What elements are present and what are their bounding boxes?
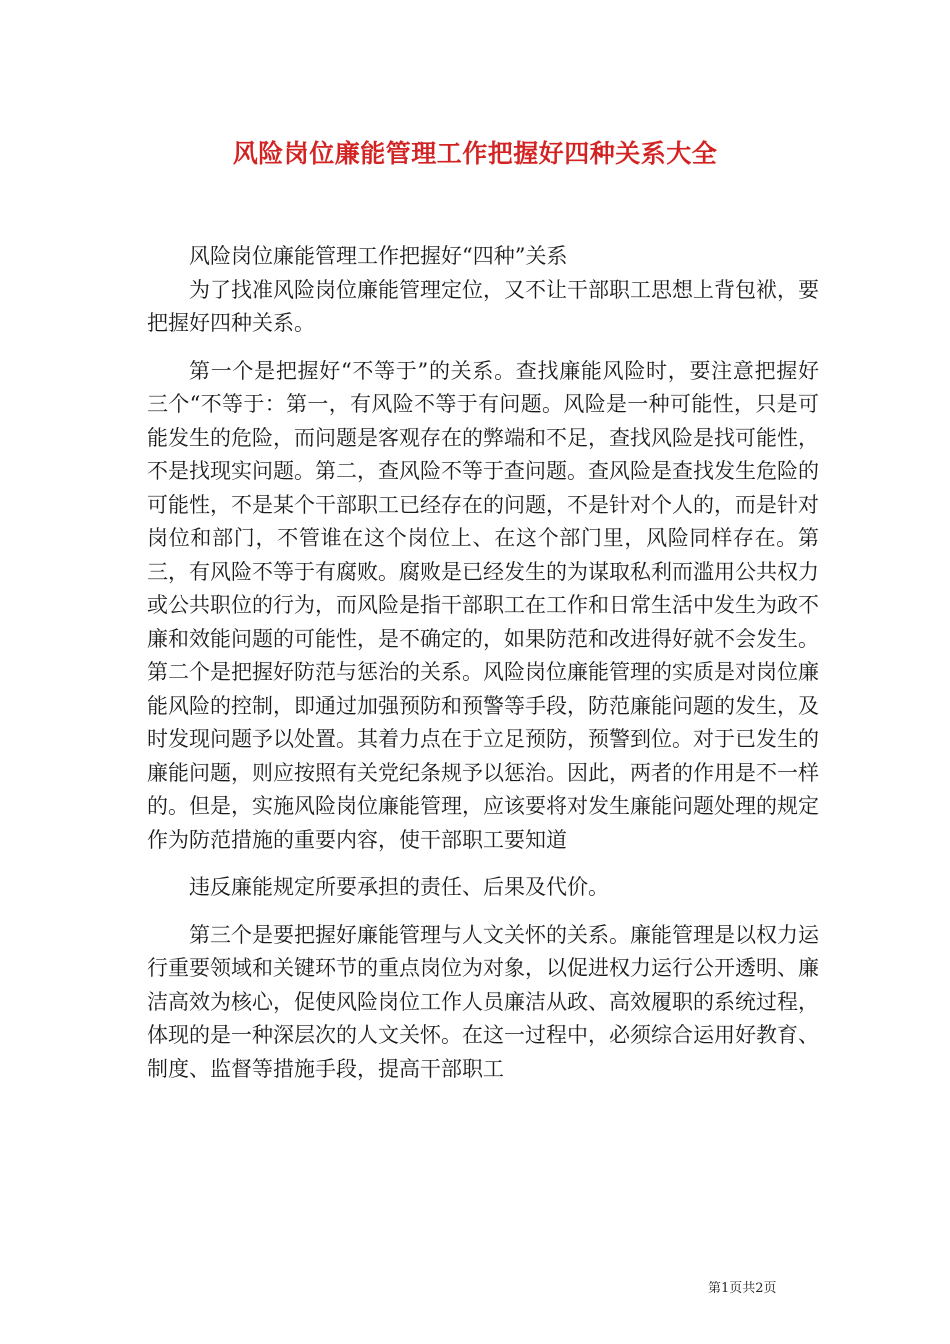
paragraph: 违反廉能规定所要承担的责任、后果及代价。 [189,875,609,899]
document-subtitle: 风险岗位廉能管理工作把握好“四种”关系 [189,244,568,268]
paragraph-gap [147,857,819,871]
paragraph-gap [147,341,819,355]
document-body [147,240,819,1086]
paragraph: 为了找准风险岗位廉能管理定位，又不让干部职工思想上背包袱，要把握好四种关系。 [147,277,819,335]
paragraph: 第三个是要把握好廉能管理与人文关怀的关系。廉能管理是以权力运行重要领域和关键环节的重点岗位为对象，以促进权力运行公开透明、廉洁高效为核心，促使风险岗位工作人员廉洁从政、高效履职的系统过程，体现的是一种深层次的人文关怀。在这一过程中，必须综合运用好教育、制度、监督等措施手段，提高干部职工 [147,922,819,1081]
paragraph-gap [147,905,819,919]
paragraph: 第一个是把握好“不等于”的关系。查找廉能风险时，要注意把握好三个“不等于：第一，有风险不等于有问题。风险是一种可能性，只是可能发生的危险，而问题是客观存在的弊端和不足，查找风险是找可能性，不是找现实问题。第二，查风险不等于查问题。查风险是查找发生危险的可能性，不是某个干部职工已经存在的问题，不是针对个人的，而是针对岗位和部门，不管谁在这个岗位上、在这个部门里，风险同样存在。第三，有风险不等于有腐败。腐败是已经发生的为谋取私利而滥用公共权力或公共职位的行为，而风险是指干部职工在工作和日常生活中发生为政不廉和效能问题的可能性，是不确定的，如果防范和改进得好就不会发生。第二个是把握好防范与惩治的关系。风险岗位廉能管理的实质是对岗位廉能风险的控制，即通过加强预防和预警等手段，防范廉能问题的发生，及时发现问题予以处置。其着力点在于立足预防，预警到位。对于已发生的廉能问题，则应按照有关党纪条规予以惩治。因此，两者的作用是不一样的。但是，实施风险岗位廉能管理，应该要将对发生廉能问题处理的规定作为防范措施的重要内容，使干部职工要知道 [147,358,819,852]
document-title: 风险岗位廉能管理工作把握好四种关系大全 [232,139,718,168]
page-number: 第1页共2页 [708,1281,777,1296]
